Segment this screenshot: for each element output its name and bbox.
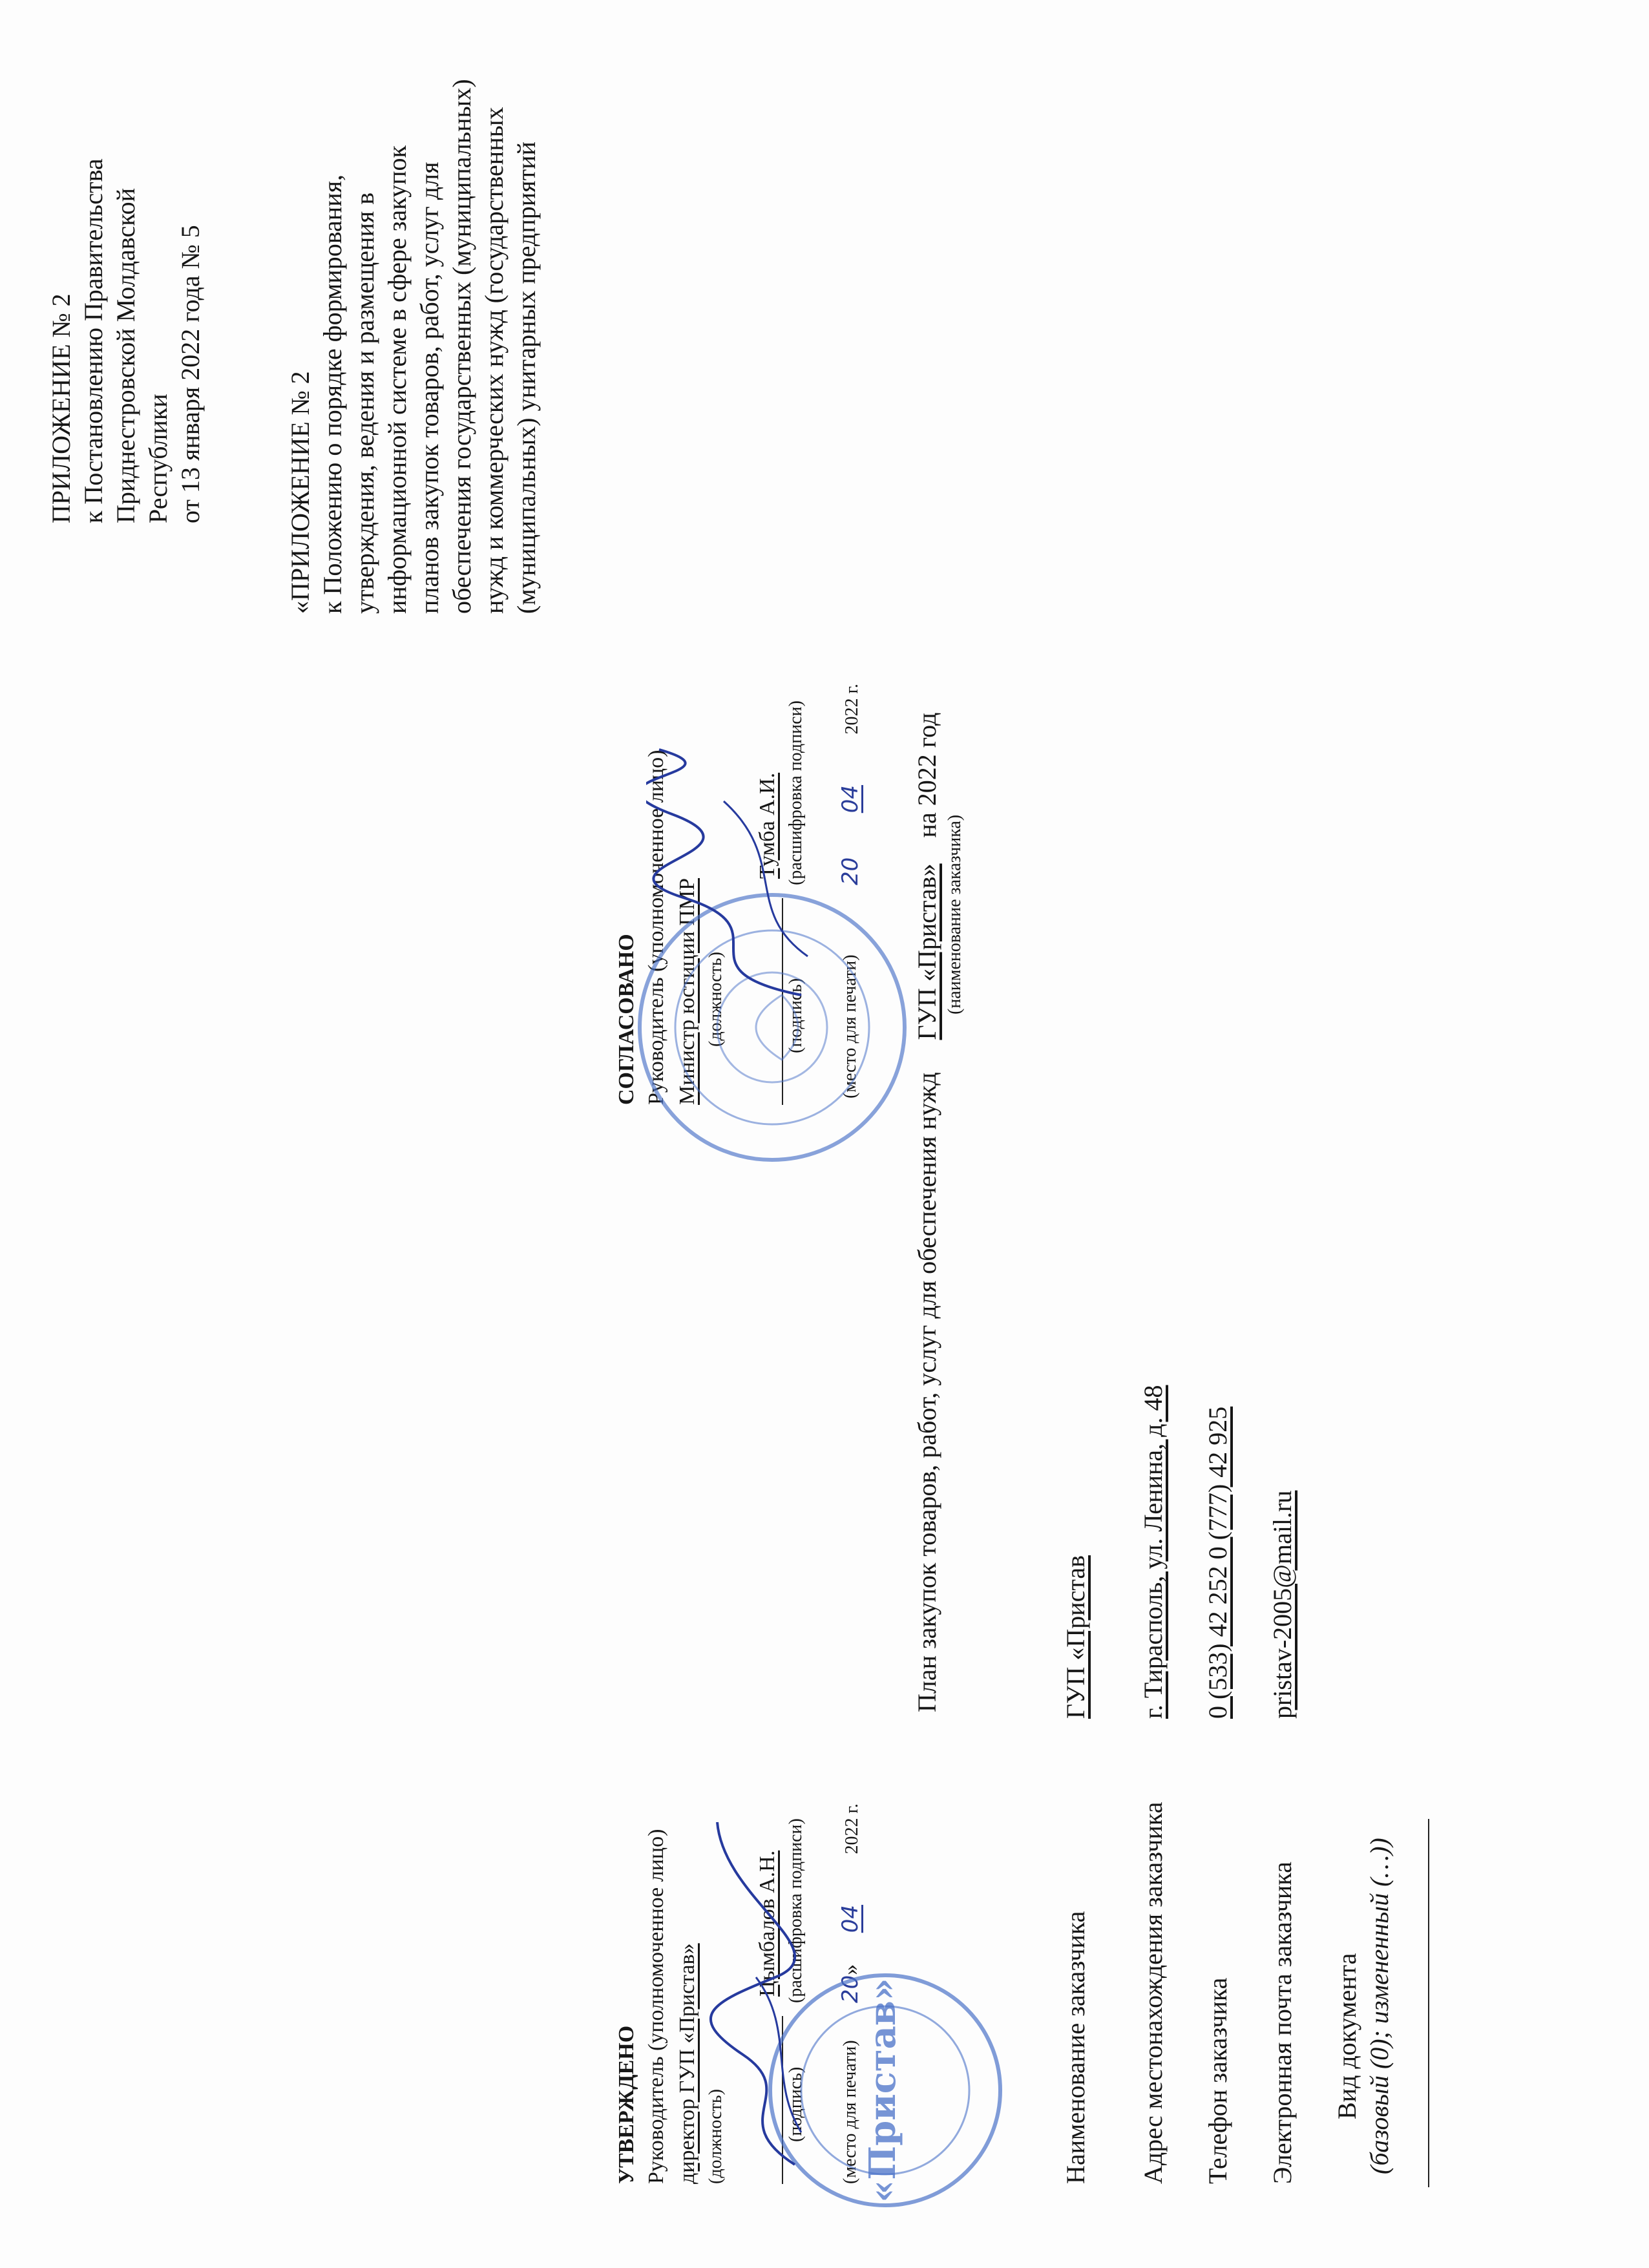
details-value: ГУП «Пристав bbox=[1061, 1555, 1090, 1719]
details-label: Телефон заказчика bbox=[1203, 1977, 1232, 2184]
plan-title: План закупок товаров, работ, услуг для обеспечения нужд bbox=[912, 1072, 941, 1712]
stamp-label: «Пристав» bbox=[861, 1978, 904, 2203]
appendix-line: к Постановлению Правительства bbox=[79, 158, 108, 523]
approved-month: 04 bbox=[837, 1904, 863, 1933]
agreed-name-caption: (расшифровка подписи) bbox=[786, 700, 806, 885]
regulation-line: нужд и коммерческих нужд (государственных bbox=[479, 107, 509, 614]
appendix-line: Приднестровской Молдавской bbox=[111, 187, 140, 523]
approved-name-caption: (расшифровка подписи) bbox=[786, 1818, 806, 2003]
doc-type-line bbox=[1428, 1819, 1429, 2187]
approved-position-caption: (должность) bbox=[706, 2089, 726, 2184]
approved-heading: УТВЕРЖДЕНО bbox=[614, 2025, 638, 2184]
agreed-day: 20 bbox=[837, 857, 863, 885]
approved-date: 20» 04 2022 г. bbox=[837, 1803, 863, 2003]
plan-title-line bbox=[911, 713, 943, 1712]
appendix-line: Республики bbox=[143, 394, 173, 523]
details-value: pristav-2005@mail.ru bbox=[1268, 1490, 1297, 1719]
details-label: Наименование заказчика bbox=[1061, 1911, 1090, 2184]
agreed-signature bbox=[646, 737, 814, 1008]
approved-signature bbox=[698, 1809, 814, 2171]
agreed-month: 04 bbox=[837, 784, 863, 814]
agreed-year: 2022 г. bbox=[842, 684, 862, 735]
approved-position: директор ГУП «Пристав» bbox=[675, 1943, 699, 2184]
details-value: 0 (533) 42 252 0 (777) 42 925 bbox=[1203, 1406, 1232, 1719]
agreed-heading: СОГЛАСОВАНО bbox=[614, 934, 638, 1105]
agreed-date bbox=[837, 684, 865, 885]
regulation-line: планов закупок товаров, работ, услуг для bbox=[415, 162, 444, 614]
doc-type-hint: (базовый (0); измененный (…)) bbox=[1365, 1838, 1394, 2174]
approved-year: 2022 г. bbox=[842, 1803, 862, 1854]
approved-role: Руководитель (уполномоченное лицо) bbox=[644, 1829, 668, 2184]
agreed-position: Министр юстиции ПМР bbox=[675, 877, 699, 1105]
appendix-line: от 13 января 2022 года № 5 bbox=[176, 225, 205, 523]
approved-day: 20 bbox=[837, 1975, 863, 2003]
doc-type-title: Вид документа bbox=[1332, 1953, 1361, 2119]
appendix-block bbox=[45, 19, 207, 523]
agreed-role: Руководитель (уполномоченное лицо) bbox=[644, 750, 668, 1105]
regulation-block bbox=[284, 13, 543, 614]
regulation-line: «ПРИЛОЖЕНИЕ № 2 bbox=[286, 371, 315, 614]
details-value: г. Тирасполь, ул. Ленина, д. 48 bbox=[1139, 1385, 1168, 1719]
regulation-line: (муниципальных) унитарных предприятий bbox=[512, 142, 541, 614]
approved-stamp-caption: (место для печати) bbox=[840, 2040, 860, 2184]
regulation-line: обеспечения государственных (муниципальных) bbox=[447, 79, 476, 614]
details-label: Электронная почта заказчика bbox=[1268, 1862, 1297, 2184]
approved-signature-caption: (подпись) bbox=[786, 2066, 806, 2142]
plan-customer: ГУП «Пристав» bbox=[912, 863, 941, 1040]
agreed-name: Тумба А.И. bbox=[755, 772, 779, 879]
regulation-line: утверждения, ведения и размещения в bbox=[350, 192, 379, 614]
agreed-signature-caption: (подпись) bbox=[786, 978, 806, 1053]
approved-name: Цымбалов А.Н. bbox=[755, 1850, 779, 1997]
agreed-stamp-caption: (место для печати) bbox=[840, 954, 860, 1098]
plan-customer-caption: (наименование заказчика) bbox=[945, 814, 965, 1014]
details-label: Адрес местонахождения заказчика bbox=[1139, 1801, 1168, 2184]
plan-year: на 2022 год bbox=[912, 712, 941, 838]
regulation-line: к Положению о порядке формирования, bbox=[318, 174, 347, 614]
regulation-line: информационной системе в сфере закупок bbox=[383, 145, 412, 614]
appendix-line: ПРИЛОЖЕНИЕ № 2 bbox=[47, 293, 76, 523]
agreed-position-caption: (должность) bbox=[706, 952, 726, 1047]
